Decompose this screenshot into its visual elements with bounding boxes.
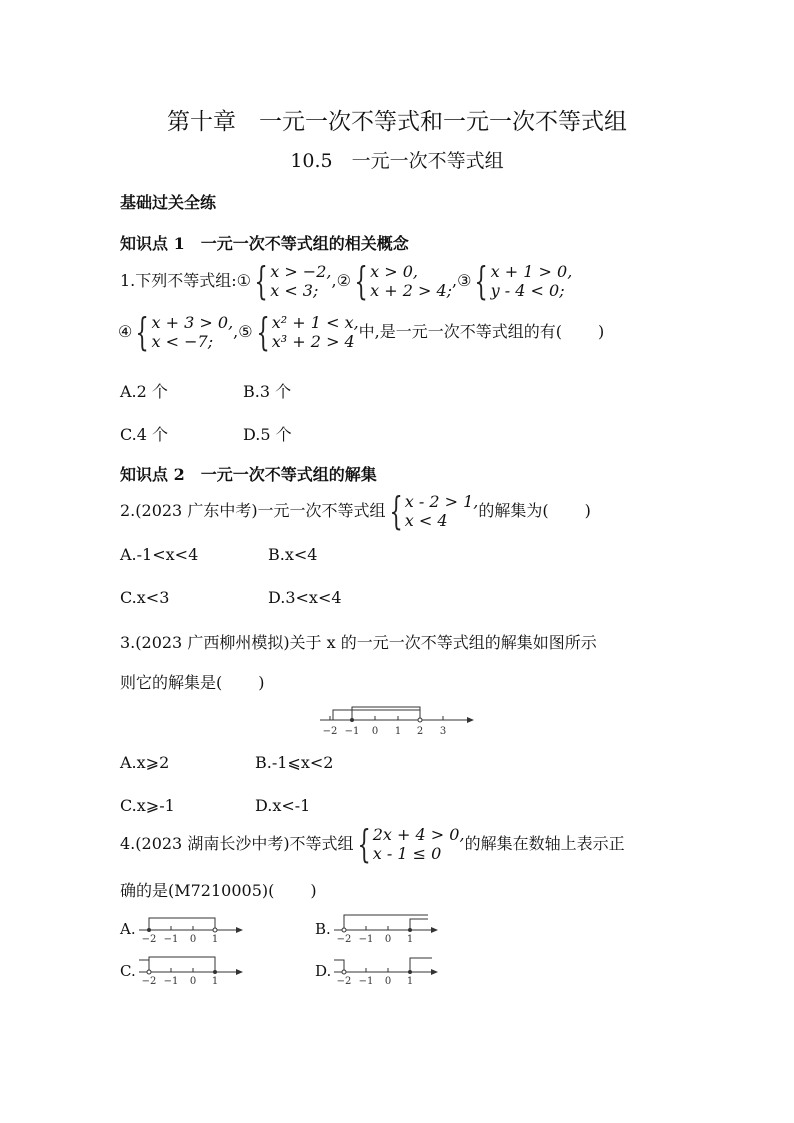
q2-tail: 的解集为( [478, 501, 549, 520]
practice-heading: 基础过关全练 [120, 193, 217, 212]
q1-option-a: A.2 个 [120, 382, 168, 401]
q4-row2: x - 1 ≤ 0 [372, 844, 442, 863]
tick-label: 1 [406, 976, 414, 987]
q1-mark-5: ⑤ [238, 322, 253, 341]
q1-tail: 中,是一元一次不等式组的有( [358, 322, 563, 341]
solution-bracket-lower [333, 710, 420, 720]
solution-bracket-lower [410, 919, 428, 930]
tick-label: −1 [163, 976, 179, 987]
axis-arrow [467, 717, 474, 723]
q1-sys2-row1: x > 0, [370, 262, 418, 281]
tick-label: −2 [336, 976, 352, 987]
question-1-line-2 [118, 310, 605, 354]
q3-option-d: D.x<-1 [255, 796, 311, 815]
tick-label: 0 [189, 976, 197, 987]
q2-lead: 2.(2023 广东中考)一元一次不等式组 [120, 501, 386, 520]
tick-label: −1 [358, 934, 374, 945]
q4-option-d-number-line [332, 952, 442, 988]
q3-option-b: B.-1⩽x<2 [255, 753, 334, 772]
section-title: 10.5 一元一次不等式组 [290, 150, 504, 172]
q1-mark-1: ① [236, 271, 252, 290]
q1-system-3: { x + 1 > 0, y - 4 < 0; [474, 259, 573, 303]
tick-label: 1 [211, 976, 219, 987]
q4-lead: 4.(2023 湖南长沙中考)不等式组 [120, 834, 354, 853]
q4-system: { 2x + 4 > 0, x - 1 ≤ 0 [357, 822, 465, 866]
q4-option-a-number-line [137, 910, 247, 946]
q4-line-2 [120, 878, 317, 901]
q4-line-2-text: 确的是(M7210005)( [120, 881, 275, 900]
q1-mark-4: ④ [118, 322, 133, 341]
q1-sys1-row1: x > −2, [270, 262, 332, 281]
q1-sys3-row1: x + 1 > 0, [490, 262, 573, 281]
q1-lead: 1.下列不等式组: [120, 271, 237, 290]
open-point [342, 970, 346, 974]
q4-option-b-label: B. [315, 920, 331, 938]
question-1-line-1 [120, 259, 573, 303]
q3-number-line-svg [318, 700, 478, 740]
q1-option-d: D.5 个 [243, 425, 292, 444]
q1-sys1-row2: x < 3; [270, 281, 319, 300]
q1-sys5-row1: x² + 1 < x, [271, 313, 359, 332]
open-point [342, 928, 346, 932]
q1-system-4: { x + 3 > 0, x < −7; [135, 310, 234, 354]
solid-point [147, 928, 151, 932]
open-point [418, 718, 422, 722]
q1-sys2-row2: x + 2 > 4; [370, 281, 453, 300]
tick-label: 1 [211, 934, 219, 945]
q2-option-a: A.-1<x<4 [120, 545, 199, 564]
solid-point [408, 928, 412, 932]
q3-number-line [318, 700, 478, 740]
q3-close-paren: ) [258, 673, 265, 692]
q2-option-d: D.3<x<4 [268, 588, 342, 607]
q4-close-paren: ) [310, 881, 317, 900]
q4-option-b-number-line [332, 910, 442, 946]
tick-label: 0 [189, 934, 197, 945]
q2-system: { x - 2 > 1, x < 4 [389, 489, 479, 533]
axis-arrow [431, 969, 438, 975]
solid-point [350, 718, 354, 722]
q3-line-2 [120, 670, 265, 693]
q4-option-c-number-line [137, 952, 247, 988]
q1-mark-3: ③ [457, 271, 472, 290]
solid-point [213, 970, 217, 974]
q1-sys4-row1: x + 3 > 0, [151, 313, 234, 332]
q1-close-paren: ) [598, 322, 605, 341]
chapter-title: 第十章 一元一次不等式和一元一次不等式组 [167, 109, 627, 135]
open-point [213, 928, 217, 932]
tick-label: 0 [384, 934, 392, 945]
axis-arrow [236, 969, 243, 975]
axis-arrow [236, 927, 243, 933]
q2-row1: x - 2 > 1, [404, 492, 479, 511]
tick-label: −2 [141, 934, 157, 945]
tick-label: 1 [394, 726, 402, 737]
solid-point [408, 970, 412, 974]
q3-line-2-text: 则它的解集是( [120, 673, 223, 692]
q1-option-c: C.4 个 [120, 425, 169, 444]
q2-option-b: B.x<4 [268, 545, 318, 564]
q1-sep-1: , [331, 271, 337, 290]
q4-option-d-label: D. [315, 962, 332, 980]
q1-sep-4: , [233, 322, 239, 341]
question-4 [120, 822, 625, 866]
solution-bracket-upper [352, 707, 420, 720]
tick-label: −1 [344, 726, 360, 737]
q1-sys3-row2: y - 4 < 0; [490, 281, 565, 300]
q1-mark-2: ② [336, 271, 351, 290]
tick-label: 0 [371, 726, 379, 737]
q1-sep-2: , [452, 271, 458, 290]
tick-label: 2 [416, 726, 424, 737]
axis-arrow [431, 927, 438, 933]
q1-system-2: { x > 0, x + 2 > 4; [354, 259, 453, 303]
knowledge-point-2: 知识点 2 一元一次不等式组的解集 [120, 465, 377, 484]
q4-tail: 的解集在数轴上表示正 [464, 834, 625, 853]
q2-close-paren: ) [584, 501, 591, 520]
solution-bracket-right [410, 958, 432, 972]
q2-option-c: C.x<3 [120, 588, 170, 607]
q1-sys5-row2: x³ + 2 > 4 [271, 332, 355, 351]
q4-option-c-label: C. [120, 962, 136, 980]
tick-label: −2 [141, 976, 157, 987]
solution-bracket-upper [344, 915, 428, 930]
q4-option-a-label: A. [120, 920, 136, 938]
tick-label: 3 [439, 726, 447, 737]
tick-label: 1 [406, 934, 414, 945]
q3-line-1: 3.(2023 广西柳州模拟)关于 x 的一元一次不等式组的解集如图所示 [120, 633, 597, 652]
axis-ticks [330, 716, 443, 720]
q1-system-1: { x > −2, x < 3; [254, 259, 332, 303]
q3-option-a: A.x⩾2 [120, 753, 170, 772]
solution-bracket-upper [149, 957, 215, 972]
tick-label: −2 [336, 934, 352, 945]
q2-row2: x < 4 [404, 511, 448, 530]
question-2 [120, 489, 591, 533]
tick-label: 0 [384, 976, 392, 987]
tick-label: −1 [358, 976, 374, 987]
open-point [147, 970, 151, 974]
q3-option-c: C.x⩾-1 [120, 796, 175, 815]
q4-row1: 2x + 4 > 0, [372, 825, 465, 844]
q1-sys4-row2: x < −7; [151, 332, 214, 351]
q1-system-5: { x² + 1 < x, x³ + 2 > 4 [256, 310, 359, 354]
tick-label: −1 [163, 934, 179, 945]
solution-bracket [149, 918, 215, 930]
knowledge-point-1: 知识点 1 一元一次不等式组的相关概念 [120, 234, 409, 253]
q1-option-b: B.3 个 [243, 382, 292, 401]
tick-label: −2 [322, 726, 338, 737]
